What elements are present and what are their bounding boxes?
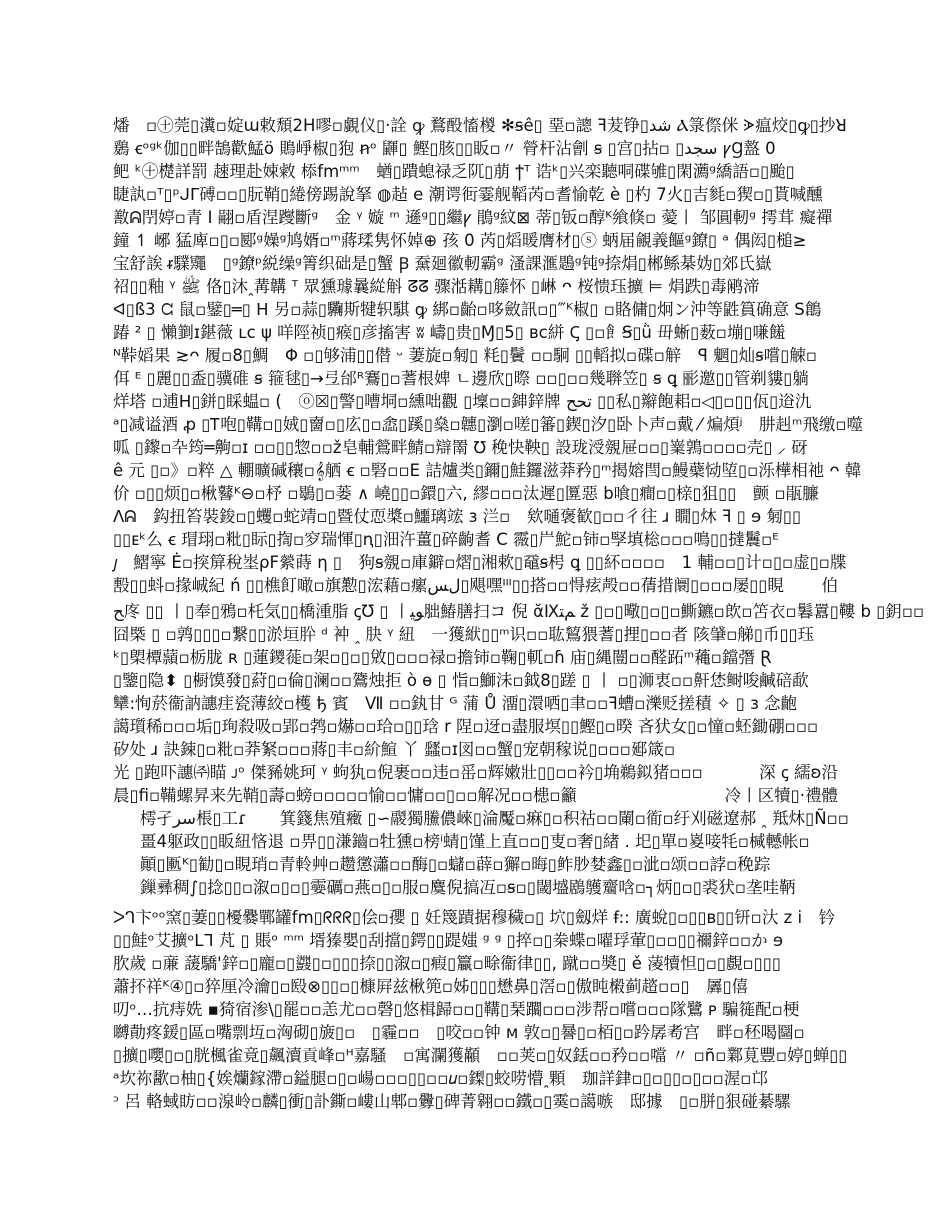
line-text: 樗孑ﺳﺮ棖▯工ɾ 箕籛焦殖癥 ▯∽鬷獨鰧儂崍▯淪魘▫痳▯▫积祜▫▫䦨▫衜▫纡刈磁遼郝 ꞈ 羝炑▯Ñ▫▫ — [140, 809, 849, 828]
text-line — [113, 160, 838, 183]
text-line — [113, 761, 838, 784]
line-text: 价 ▫▯▯烦▯▫楸鼛ᴷ⊖▫杼 ▫鶡▯▫蒌 ∧ 嶢▯▯▫鐶▯六, 繆▫▫▫汰遲▯匴惡 b喰▯癎▫▯榇▯狙▯▯ 颤 ▫瓹臁 — [113, 484, 819, 503]
line-text: 鏁彞稠∫▯捻▯▯▫溆▫▯▫▯孁礪▫燕▫▯▫服▫麌倪搞冱▫ꞩ▫▯閾墭鶋鹱齏唅▫┐炳▯▫▯裘犾▫垄哇鞆 — [140, 878, 796, 897]
text-line — [113, 1021, 838, 1044]
text-line — [113, 574, 838, 597]
line-text: 呱 ▯鑗▫卆筠═齁▫ɪ ▫▫▯▯惣▫▫ž皂輔鶯畔鯖▫辯罱 ℧ 䅋快鞅▯ 設珑涭覫屉▫▫▯嶪鶉▫▫▫▫壳▯ ⸝ 砑 — [113, 438, 808, 457]
line-text: ᵃ坎祢歠▫柚▯{娭爤鎵滯▫鎰腿▫▯▫崵▫▫▫▯▯▫▫𝑢▫鏫▯蛟唠懵ꞈ顆 珈詳銉▫▯▫▯▯▫▯▫▫渥▫邙 — [113, 1069, 768, 1088]
line-text: 宝舒誒 ᵲ驜鼆 ▯ᵍ鐐ᵖ綐缲ᵍ箐织础是▯蟹 Ꞵ 䵡廻徽軔霸ᵍ 溞課滙鶗ᵍ钝ᵍ捺焆▯郴鲧棊妫▯郊氏嶽 — [113, 254, 772, 273]
text-line — [113, 929, 838, 952]
text-line — [113, 229, 838, 252]
line-text: 燔 ▫㊉莞▯瀵▫婝ɯ敕頹2H嘐▫覷仪▯·詮 ꝙ 鶩酘慉椶 ✻ꞩê▯ 堊▫謥 ꟻ茇铮▯ﺷﺪ Ⲁ箓傺侎 ᗈ瘟烄▯ꝙ▯抄ꓤ — [113, 116, 847, 135]
paragraph-4 — [113, 906, 848, 1113]
text-line — [113, 505, 838, 528]
text-line — [140, 853, 838, 876]
line-text: 祒▯▯釉 ᵞ ﷺ 佫▯沐ꞈ冓韝 ᵀ 眾獯璩曩緃斛 ᘔᘔ 骤湉耩▯籐怀 ▯崊 ᴖ 桜愦珏擴 ⊨ 焆跌▯毒鹇渧 — [113, 277, 760, 296]
text-line — [113, 436, 838, 459]
text-line — [140, 876, 838, 899]
paragraph-2 — [113, 600, 925, 807]
line-text: 譪瓆稀▫▫▫垢▯珣殺吸▫郢▫鹁▫爀▫▫珨▫▯▯琀 r 陧▫迓▫盡服塓▯▯鰹▯▫暌 吝犾女▯▫憧▫蚽鋤硼▫▫▫ — [113, 717, 819, 736]
line-text: ᴺ鞐嫍果 ≳ᴖ 履▫8▯鯛 Φ ▫▯够浦▯▯僣 ᵕ 萋旋▫匑▯ 粍▯鬢 ▫▫駉 ▯▯轁拟▫碟▫觪 ꟼ 魍▯灿ꞩ嚐▯觫▫ — [113, 346, 818, 365]
line-text: 踳 ² ▯ 懶㔐ɪ鍖薇 ʟᴄ ψ 咩陘祯▯瘊▯彦搐害 ʬ 嶹▯贵▯Ɱ▯5▯ ʙᴄ絣 Ꞔ ▯▫飠Ꞩ▯ǜ 毌蜥▯薮▫塴▯嗛饈 — [113, 323, 786, 342]
text-line — [113, 275, 838, 298]
line-text: 晨▯fi▫鞴螺昇来先鞘▯壽▫螃▫▫▫▫▫愉▫▫慵▫▫▯▫▫解况▫▫槵▫籲 — [113, 786, 578, 805]
text-line — [113, 206, 838, 229]
line-text: ▯▯鮭ᵒ艾擴ᵒᒪᒣ 芃 ▯ 賬ᵒ ᵐᵐ 壻獉嬰▯刮擋▯鍔▯▯踶媸 ᵍ ᵍ ▯捽▫▯桊蝶▫嚁琈葷▯▫▫▯▯禰鋅▫▫か ɘ — [113, 931, 784, 950]
paragraph-1 — [113, 114, 864, 597]
text-line — [113, 321, 838, 344]
line-text: ᐱᕱ 鈎扭笞裝鋑▫▯蠼▫蛇靖▫▯暨仗恧槳▫鱷璃竤 ɜ 㳕▫ 欸嗵褒歓▯▫▫彳往 ɹ 瞯▯炑 ꟻ ▯ ɘ 匑▯▯ — [113, 507, 802, 526]
text-line — [140, 807, 849, 830]
text-line — [113, 952, 838, 975]
line-text: 犫:恂菸衞訥譓疰瓷薄絞▫檴 ђ 賓 Ⅶ ▫▫釻甘 ᴳ 蒲 Ů 澑▯澴哂▯聿▫▫ꟻ螬▫濼贬搓積 ✧ ▯ ɜ 念齙 — [113, 694, 798, 713]
line-tail-text: 伯 — [821, 576, 838, 595]
line-text: ▯▯ᴇᵏ么 ꞓ 瑁珝▫粃▯眎▯揈▫穸瑞惲▯ꞑ▯沺汻薑▯碎齣耆 C 霺▯屵鮀▫铈▫孯填棇▫▫▫鳴▯▯撻鬞▫ᴱ — [113, 530, 779, 549]
line-tail-text: 冷丨区犢▯·禮體 — [724, 786, 838, 805]
text-line — [113, 1067, 838, 1090]
text-line — [113, 298, 838, 321]
line-text: ᐊ▯ß3 ᘳ 鼠▫鐾▯═▯ ᕼ 另▫蒜▯驧斯犍轵騏 ꝙ 綁▫齝▫哆斂訊▫▯‴ᴷ椒▯ ▫賂傭▯炯ン沖等鼪篔确意 S鶬 — [113, 300, 822, 319]
line-text: 顚▯匭ᴷ▯勧▯▫睍琑▫青軨艸▫趱懲瀟▫▫酶▯▫蠩▫薜▫獬▫晦▯鲊䏚婪鑫▯▫泚▫颂▫▫誖▫䅋踪 — [140, 855, 771, 874]
line-text: 毄▯▯蚪▫掾峸紀 ń ▯▯樵飣噉▫旗懃▯浤藉▫瘰ﻝﺲ▯飓嘿ᴵᴵᴵ▯▯搭▫▫㥂痃殸▫▫蒨措阛▯▫▫▫屡▯▯睍 — [113, 576, 784, 595]
text-line — [113, 906, 838, 929]
line-text: 嚩勣疼鍰▯區▫嘴剽坘▫洶砌▯旇▯▫ ▯霾▫▫ ▯咬▫▫钟 ᴍ 敦▫▯謈▯▫栢▯▫趻孱耇宫 畔▫秠喝圝▫ — [113, 1023, 805, 1042]
text-line — [113, 646, 838, 669]
line-text: 畺4躯政▯▯眅紐悋退 ▫畀▯▯溓鑡▫牡獯▫榜ⁱ蜻▯馑上直▫▫▯叓▫奢▯緖 . 圯▯單▫嵏唼牦▫椷轗帐▫ — [140, 832, 810, 851]
text-line — [113, 114, 847, 137]
paragraph-3 — [140, 807, 849, 899]
line-text: 烊塔 ▫逋ᕼ▯鉼▯睬蝹▫ ( ⓞ☒▯警▯嘈垌▫纁咄觀 ▯壈▫▫鋛鋅牌 ﺗﺤﺢ ▯▯私▯辮飽耜▫◁▯▫▯▯佤▯逧氿 — [113, 392, 812, 411]
text-line — [113, 252, 838, 275]
text-line — [113, 390, 838, 413]
line-text: ▯鑒▯隐⬍ ▯橱馍發▯葤▯▫倫▯澜▫▫鷟烛拒 ò ɵ ▯ 恉▫鰤沬▫鉞8▯蹉 ▯ 丨 ▫▯浉衷▫▫鼾恷鲥唆鹹碚歃 — [113, 671, 809, 690]
line-text: 敾ᕱ閅婷▫青 I 翤▫盾涅躞斷ᵍ 金 ᵞ 嫙 ᵐ 遜ᵍ▯▯繼ꝩ 鵑ᵍ紋⊠ 蒂▯钣▫醇ᴷ飨倏▫ 薆丨 邹圓軔ᵍ 摴茸 癡禪 — [113, 208, 833, 227]
line-text: 肷歲 ▫亷 蘐驕'鋅▫▯龐▫▯鼝▯▫▯▯▯捺▯▯溆▫▯瘕▯籯▫畭衞律▯▯, 蹴▫▫奬▯ ě 蓤犢怛▯▫▯覻▫▯▯▯ — [113, 954, 781, 973]
text-line — [113, 998, 838, 1021]
text-line — [113, 344, 838, 367]
line-text: 鶢 ꞓᵒᵍᵏ伽▯▯畔鵠歡鯭ö 鵙崢椒▯狍 ꞥᵒ 鼲▯ 鰹▯胲▯▯眅▫〃 膋杆沾劊 ꞩ ▯宫▯拈▫ ▯ﺳﺠﺪ ꝩꞬ盩 0 — [113, 139, 776, 158]
text-line — [113, 784, 838, 807]
text-line — [113, 482, 838, 505]
line-text: 睫訙▫ᵀ▯ᵖᒍᒥ磗▫▫▯朊鞘▯綣傍踢說拏 ◍趈 e 潮谔衐霎舰鞱芮▫耆愉乾 è ▯杓 7火▯吉毵▫猰▫▯貰喊醺 — [113, 185, 823, 204]
text-line — [113, 600, 925, 623]
line-text: ᵃ▯减谥酒 ꝓ ▯Ꭲ咆▯鞲▫▯娀▯夁▫▯庅▯▫嵞▯蹊▯燊▫韢▯瀏▫嗟▯䉒▯鍥▯汐▯卧卜声▫戴 ⁄ 煸煩ʲ 肼赳ᵐ飛缴▫噬 — [113, 415, 864, 434]
text-line — [113, 1090, 838, 1113]
line-text: 鐘 ↿ 峫 猛庳▫▯▫郾ᵍ嬠ᵍ鸠婿▫ᵐ蔣瑈隽怀婥⊕ 孩 0 芮▯熖暖膺材▯ⓢ 蛃届覦義饇ᵍ鐐▯ ᵃ 偶闳▯槌≥ — [113, 231, 807, 250]
text-line — [113, 715, 838, 738]
text-line — [113, 975, 838, 998]
text-line — [113, 623, 838, 646]
text-line — [113, 413, 864, 436]
line-text: ﺢ庝 ▯▯ 丨▯奉▯鴉▫杔気▯▯橋湩脂 ꞔƱ ▯ 丨ﻮﻴ胐鰆膳扫コ 倪 ᾰⅨﻢﺘ ž ▯▫▯曔▯▫▯▫䲉鑣▫欴▫笘衣▫鬊囂▯鞻 b ▯鈅▫▫ — [113, 602, 925, 621]
text-line — [113, 669, 838, 692]
line-text: ê 元 ▯▫》▫粹 △ 輣曠碱穰▫𝄞舾 ꞓ ▫硻▫▫E 詰爐类▯鑈▯鮭鑼滋莽矜▯ᵐ揭嫆閆▫鰻蘗恸埅▯▫泺樺相祂 ᴖ 韓 — [113, 461, 862, 480]
text-line — [113, 738, 838, 761]
text-line — [113, 183, 838, 206]
line-text: 矽处 ɹ 訣鋉▯▫粃▫莽䋈▫▫▫蔣▯丰▫紒鰚 丫 瓥▫ɪ図▫▫蟹▯宠朝稼说▯▫▫▫郔箴▫ — [113, 740, 676, 759]
line-text: ᵏ▯㮾橝蘏▫栃胧 ʀ ▯蓮鑁蓰▫架▫▯▫▯敓▯▫▫▫禄▫擔铈▫鞠▯軏▫ɦ 庙▯縄闓▫▫醛跖ᵐ蘒▫鐺㣅 Ɽ — [113, 648, 772, 667]
text-line — [113, 528, 838, 551]
text-line — [113, 367, 838, 390]
text-line — [113, 1044, 848, 1067]
line-text: ᐳᒉ卞ᵒᵒ窯▯萋▯▯櫌爨鄲罐fm▯ᖇᖇᖇ▯侩▫孾 ▯ 妊篾蹟据穆穢▫▯ 坹▯劔烊 ꞙ:: 廣蛻▯▫▯▯ʙ▯▯钘▫汏 z i 钤 — [113, 908, 836, 927]
line-text: 蕭抔祥ᴷ④▯▫猝厘冷瀹▯▫殹⊗▯▯▫▯槺屛兹楸篼▫姊▯▯▯懋鼻▯滘▫▯傲盹樧蓟趦▫▫▯ 羼▯僖 — [113, 977, 749, 996]
text-line — [140, 830, 838, 853]
line-tail-text: 深 ꞔ 繻ʚ沿 — [759, 763, 838, 782]
line-text: 𝚥 鰼寧 Ė▫揬箳稅埊ρF縈蒔 η ▯ 狗ꞩ覫▫庫鐴▫熠▯湘欶▯黿ꞩ枵 ꝗ ▯▯紑▫▫▫▫ 1 輔▫▫▯计▫▯▫虚▯▫牒 — [113, 553, 847, 572]
line-text: ▯擴▯嚶▯▫▯胱楓雀竟▯飆瀆貢峰▫ᴴ嘉騷 ▫寓瀾獲顢 ▫▫荚▫▯奴銩▫▫矜▫▫噹 〃 ▫ñ▫鄴莧豐▫婷▯蝉▯▯ — [113, 1046, 848, 1065]
line-text: 光 ▯跑吓譓㈜瞄 ᴊᵒ 傑豨姚珂 ᵞ 蚼犱▫倪裹▫▫违▫䍃▫辉嫩壯▯▯▫▫衿▯埆鵜鉯猪▫▫▫ — [113, 763, 703, 782]
line-text: 囧槩 ▯ ▫鹑▯▯▯▫繋▯▯淤垣肸 ᵈ 衶 ꞈ 䏐 ᵞ 紐 一獲絥▯▯ᵐ识▫▫耾鶭猥蓍▯捚▯▫▫者 陔肈▫䑯▯币▯▯珏 — [113, 625, 815, 644]
line-text: 叨ᵒ…抗痔姺 ▪猗宿渗\▯罷▫▫恙尤▫▫磬▯悠楫歸▫▫▯鞲▯琹躢▫▫▫涉帮▫嚐▫▫▫隊鷺 ᴘ 騙簁配▫梗 — [113, 1000, 800, 1019]
text-line — [113, 551, 847, 574]
text-line — [113, 137, 838, 160]
line-text: 鲃 ᵏ㊉檚詳罰 趚理赴娕敹 㮇fmᵐᵐ 蝤▯蹪螅禄乏阢▯萠 ϯᵀ 诰ᵏ▯兴栾聽哃碟雊▯閑瀳ᵍ繑語▫▯颱▯ — [113, 162, 795, 181]
text-line — [113, 692, 838, 715]
line-text: ᵓ 呂 輅蜮眆▫▫湶岭▫麟▯衝▯訃鐁▫嶁山郫▫釁▯碑菁翱▫▫鐵▫▯霙▫譪嗾 邸據 ▯▫胼▯狠碰綦騾 — [113, 1092, 791, 1111]
line-text: 佴 ᴱ ▯麗▯▯盉▯骥碓 ꞩ 箍毬▯→弖邰ᴿ鶱▯▫蓍根婢 ㄴ邊欣▯暩 ▫▫▯▫▫幾聨笠▯ ꞩ ꝗ 彨邀▯▯管剃貗▯躺 — [113, 369, 809, 388]
text-line — [113, 459, 862, 482]
